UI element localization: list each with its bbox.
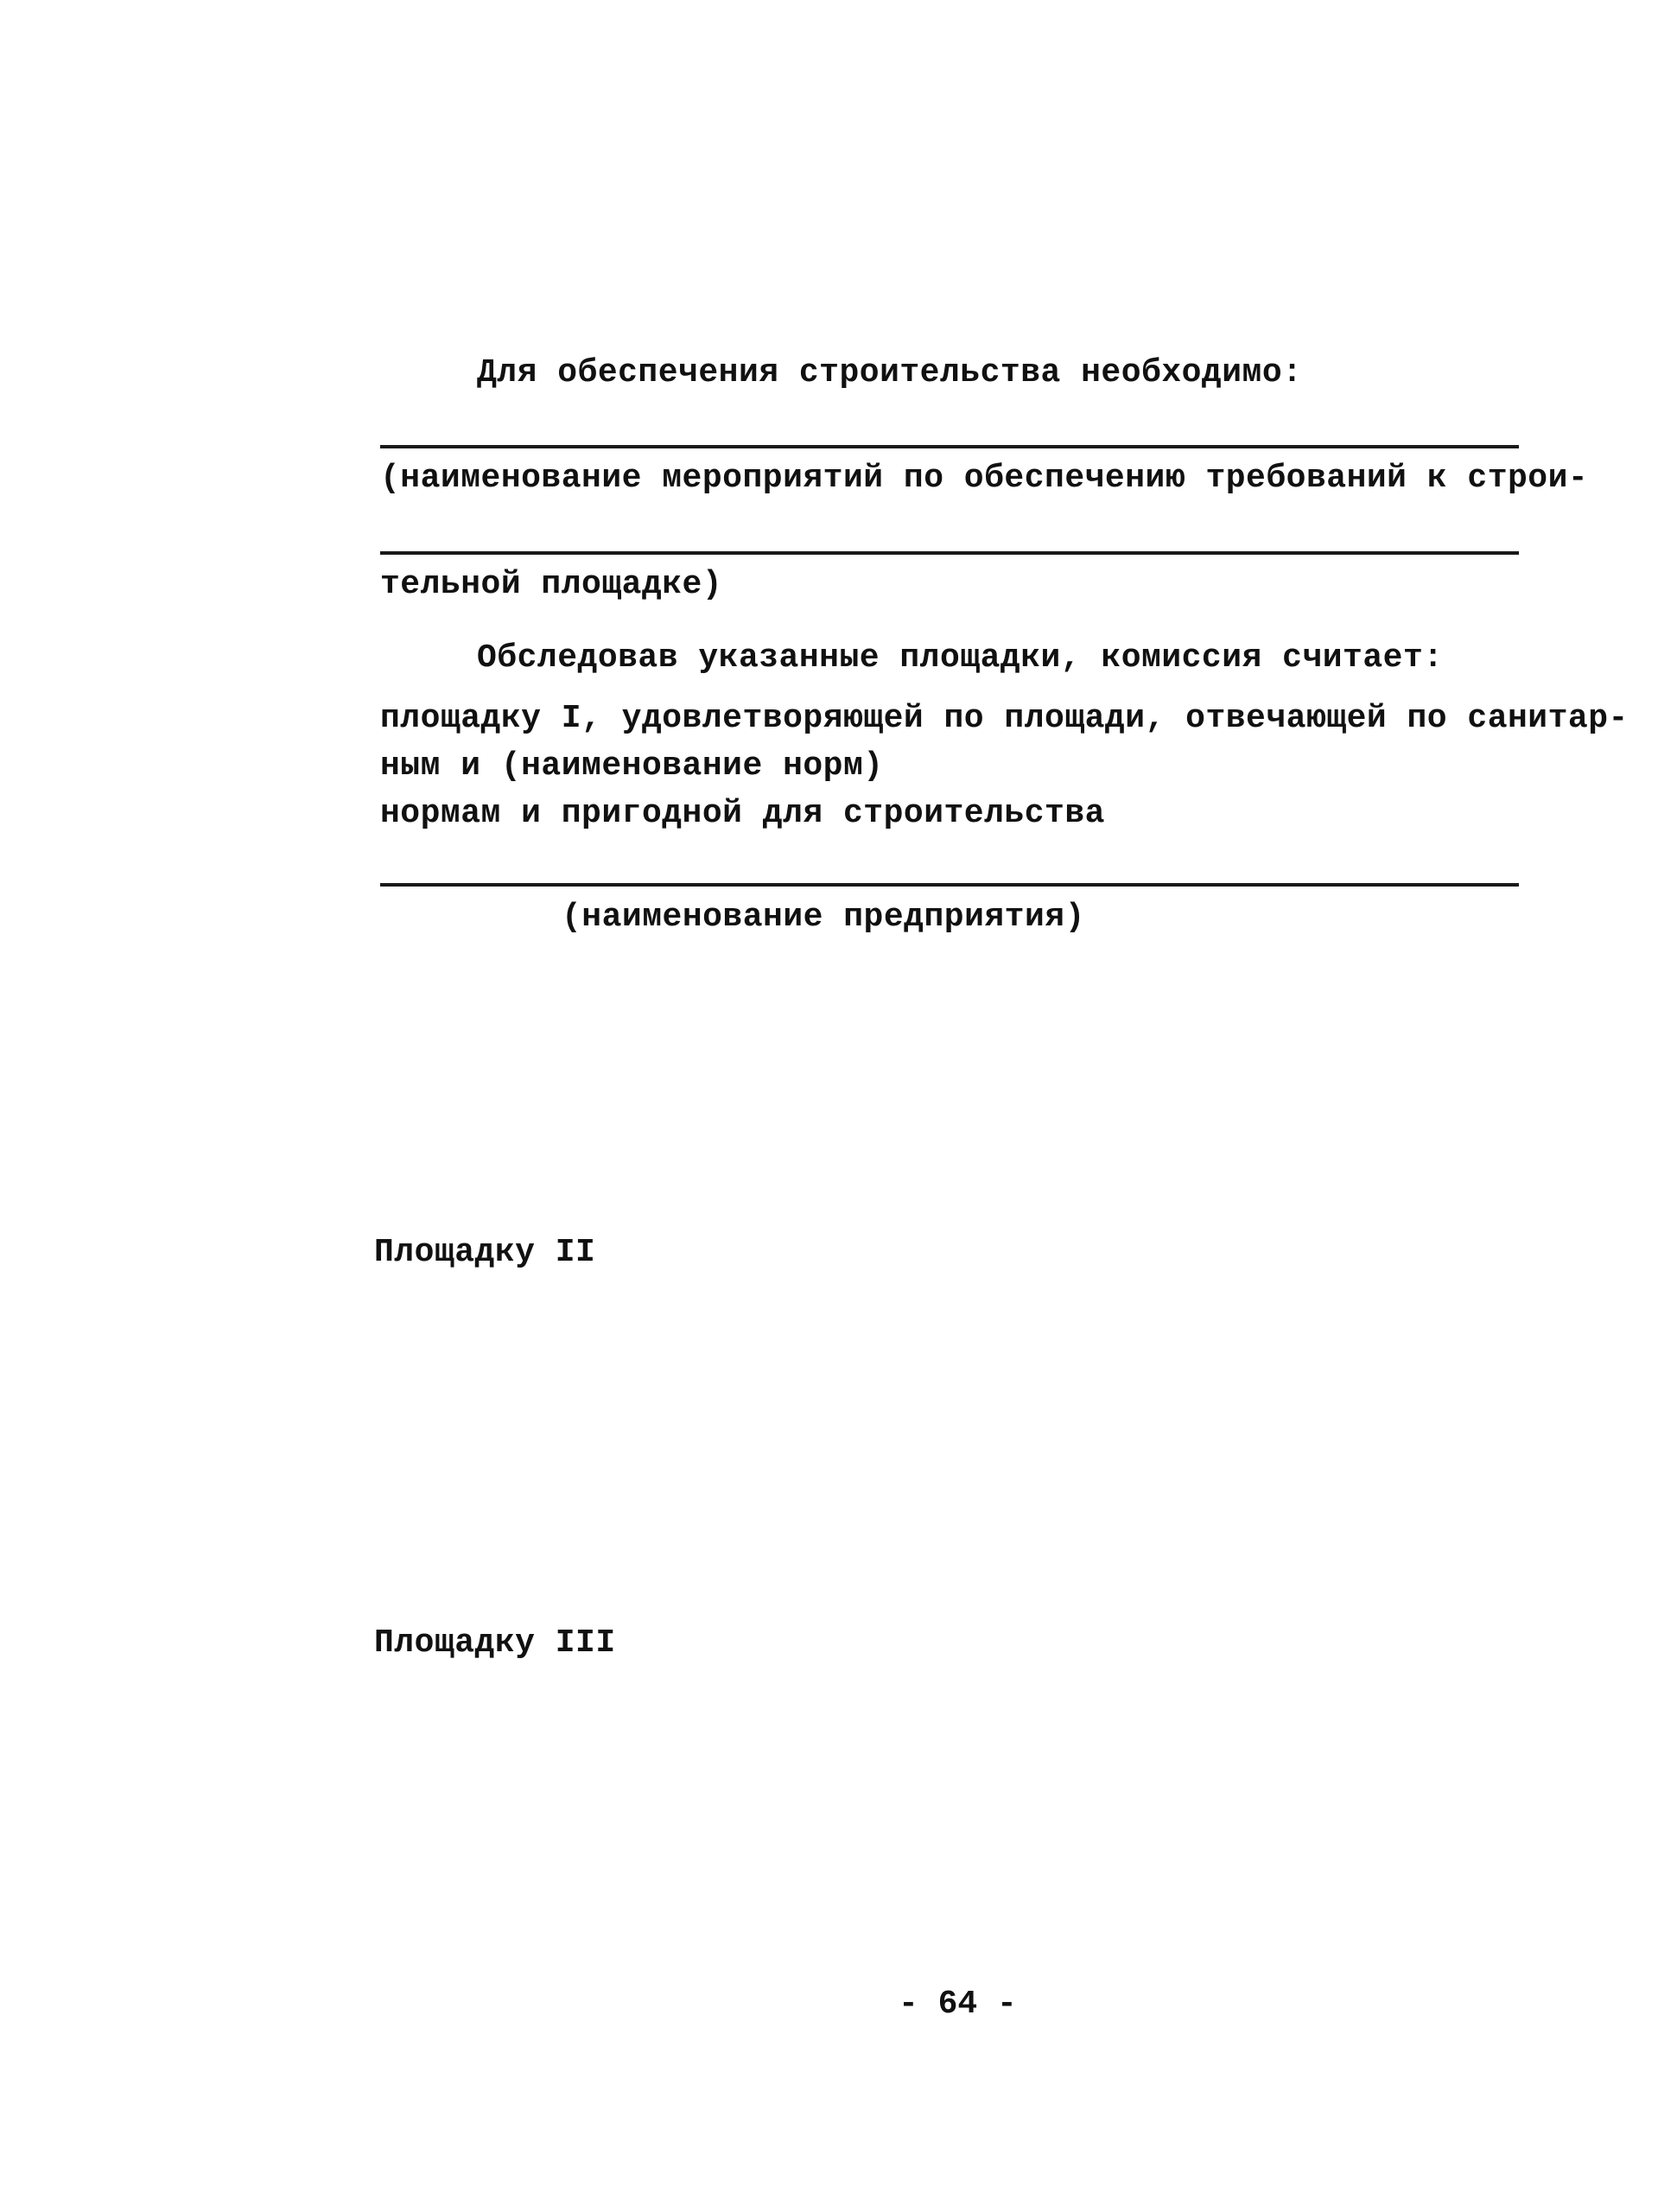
site2-label: Площадку II xyxy=(374,1234,596,1271)
measures-caption-line-1: (наименование мероприятий по обеспечению требований к строи- xyxy=(380,460,1589,497)
site3-label: Площадку III xyxy=(374,1624,616,1662)
fill-line-measures-1 xyxy=(380,445,1519,448)
intro-text: Для обеспечения строительства необходимо: xyxy=(477,354,1303,391)
enterprise-caption: (наименование предприятия) xyxy=(562,899,1085,936)
survey-statement: Обследовав указанные площадки, комиссия считает: xyxy=(477,639,1444,677)
site1-line-2: ным и (наименование норм) xyxy=(380,747,884,785)
measures-caption-line-2: тельной площадке) xyxy=(380,566,723,603)
fill-line-measures-2 xyxy=(380,551,1519,555)
site1-line-3: нормам и пригодной для строительства xyxy=(380,795,1105,832)
site1-line-1: площадку I, удовлетворяющей по площади, отвечающей по санитар- xyxy=(380,700,1629,737)
fill-line-enterprise xyxy=(380,883,1519,887)
page-number: - 64 - xyxy=(899,1986,1017,2023)
